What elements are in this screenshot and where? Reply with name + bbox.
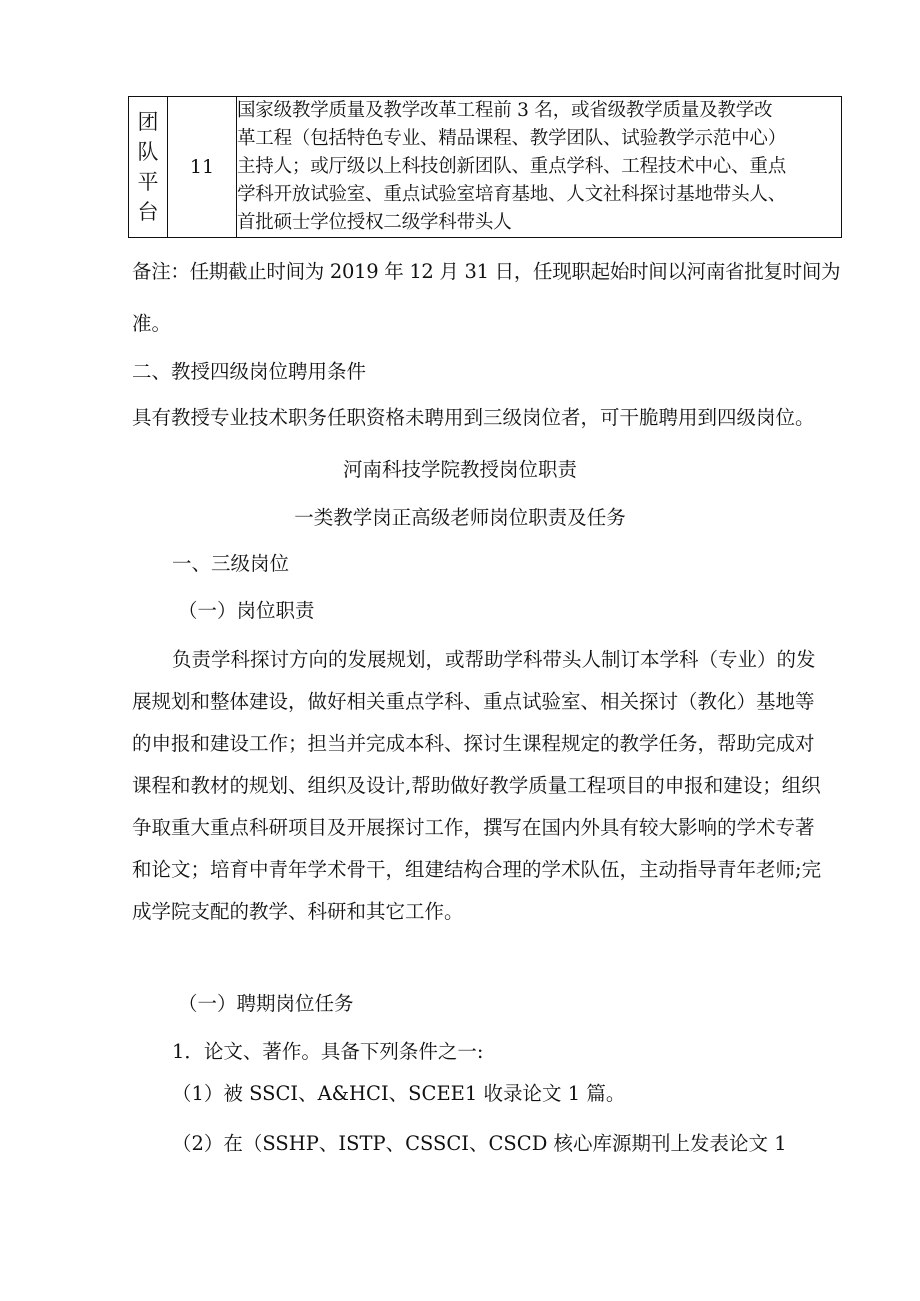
category-char: 团 [137,110,159,134]
description-line: 主持人；或厅级以上科技创新团队、重点学科、工程技术中心、重点 [237,156,787,177]
table-row [129,97,842,238]
description-line: 革工程（包括特色专业、精品课程、教学团队、试验教学示范中心） [237,128,787,149]
duties-line: 成学院支配的教学、科研和其它工作。 [132,900,464,923]
section2-heading: 二、教授四级岗位聘用条件 [132,360,367,383]
points-cell: 11 [168,97,237,238]
duties-line: 争取重大重点科研项目及开展探讨工作，撰写在国内外具有较大影响的学术专著 [132,816,815,839]
qualification-table [128,96,842,238]
task-subitem-2: （2）在（SSHP、ISTP、CSSCI、CSCD 核心库源期刊上发表论文 1 [172,1132,787,1155]
duties-line: 课程和教材的规划、组织及设计,帮助做好教学质量工程项目的申报和建设；组织 [132,774,821,797]
category-cell [129,97,168,238]
task-subitem-1: （1）被 SSCI、A&HCI、SCEE1 收录论文 1 篇。 [172,1082,626,1105]
duties-line: 展规划和整体建设，做好相关重点学科、重点试验室、相关探讨（教化）基地等 [132,690,815,713]
category-char: 队 [137,140,159,164]
duties-paragraph [132,646,844,940]
description-line: 首批硕士学位授权二级学科带头人 [237,212,512,233]
note-line-2: 准。 [132,312,172,335]
tasks-heading: （一）聘期岗位任务 [178,992,354,1015]
task-item-1: 1．论文、著作。具备下列条件之一: [172,1040,484,1063]
doc-title: 河南科技学院教授岗位职责 [342,458,577,481]
note-line-1: 备注：任期截止时间为 2019 年 12 月 31 日，任现职起始时间以河南省批复时间为 [132,260,841,283]
duties-heading: （一）岗位职责 [178,599,315,622]
doc-subtitle: 一类教学岗正高级老师岗位职责及任务 [294,506,626,529]
category-char: 平 [137,170,159,194]
category-char: 台 [137,200,159,224]
duties-line: 的申报和建设工作；担当并完成本科、探讨生课程规定的教学任务，帮助完成对 [132,732,815,755]
section2-body: 具有教授专业技术职务任职资格未聘用到三级岗位者，可干脆聘用到四级岗位。 [132,406,815,429]
duties-line: 负责学科探讨方向的发展规划，或帮助学科带头人制订本学科（专业）的发 [172,648,816,671]
description-line: 国家级教学质量及教学改革工程前 3 名，或省级教学质量及教学改 [237,100,773,121]
description-cell [237,97,842,238]
duties-line: 和论文；培育中青年学术骨干，组建结构合理的学术队伍，主动指导青年老师;完 [132,858,822,881]
level3-heading: 一、三级岗位 [172,552,290,575]
description-line: 学科开放试验室、重点试验室培育基地、人文社科探讨基地带头人、 [237,184,787,205]
